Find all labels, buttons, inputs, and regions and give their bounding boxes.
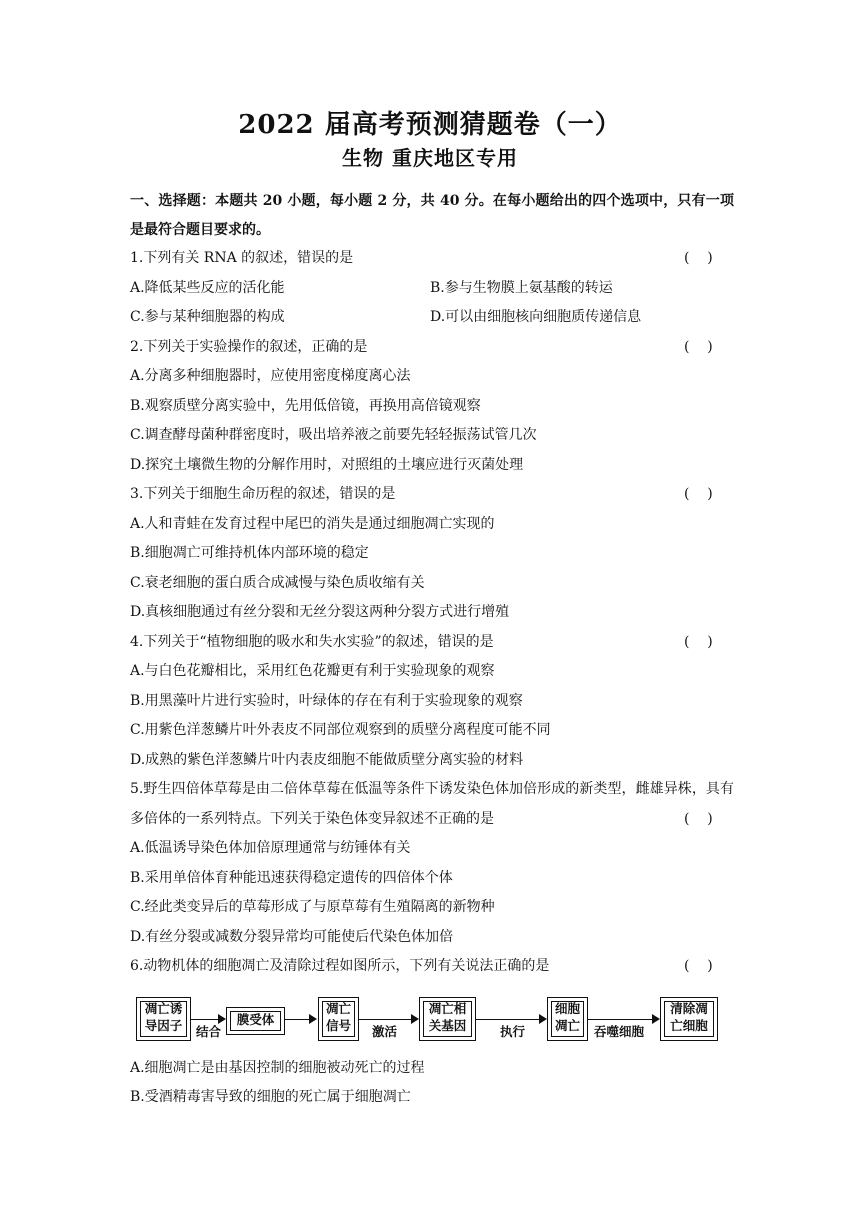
arrow bbox=[191, 1019, 224, 1020]
edge-label-bind: 结合 bbox=[196, 1024, 222, 1039]
arrow bbox=[359, 1019, 417, 1020]
node-line: 细胞 bbox=[554, 1001, 580, 1016]
option-a: A.低温诱导染色体加倍原理通常与纺锤体有关 bbox=[130, 840, 411, 856]
question-stem: 2.下列关于实验操作的叙述，正确的是 bbox=[130, 339, 368, 355]
page-title: 2022 届高考预测猜题卷（一） bbox=[238, 110, 622, 140]
node-apoptosis-inducer bbox=[136, 997, 191, 1041]
option-c: C.调查酵母菌种群密度时，吸出培养液之前要先轻轻振荡试管几次 bbox=[130, 427, 537, 443]
node-line: 关基因 bbox=[428, 1018, 467, 1033]
node-apoptosis-genes bbox=[419, 997, 476, 1041]
answer-bracket: ( ) bbox=[684, 339, 713, 355]
node-apoptosis-signal bbox=[318, 997, 359, 1041]
node-line: 凋亡相 bbox=[428, 1001, 467, 1016]
node-cell-apoptosis bbox=[547, 997, 588, 1041]
node-line: 信号 bbox=[325, 1018, 351, 1033]
option-a: A.降低某些反应的活化能 bbox=[130, 280, 285, 296]
option-a: A.分离多种细胞器时，应使用密度梯度离心法 bbox=[130, 368, 411, 384]
option-b: B.受酒精毒害导致的细胞的死亡属于细胞凋亡 bbox=[130, 1089, 411, 1105]
page-subtitle: 生物 重庆地区专用 bbox=[342, 146, 518, 170]
option-b: B.用黑藻叶片进行实验时，叶绿体的存在有利于实验现象的观察 bbox=[130, 693, 523, 709]
node-line: 膜受体 bbox=[236, 1012, 275, 1027]
edge-label-execute: 执行 bbox=[500, 1024, 526, 1039]
node-line: 导因子 bbox=[144, 1018, 183, 1033]
option-c: C.参与某种细胞器的构成 bbox=[130, 309, 285, 325]
answer-bracket: ( ) bbox=[684, 958, 713, 974]
edge-label-phagocyte: 吞噬细胞 bbox=[594, 1024, 645, 1039]
option-b: B.采用单倍体育种能迅速获得稳定遗传的四倍体个体 bbox=[130, 870, 453, 886]
option-a: A.与白色花瓣相比，采用红色花瓣更有利于实验现象的观察 bbox=[130, 663, 495, 679]
option-a: A.细胞凋亡是由基因控制的细胞被动死亡的过程 bbox=[130, 1060, 425, 1076]
question-stem: 4.下列关于“植物细胞的吸水和失水实验”的叙述，错误的是 bbox=[130, 634, 494, 650]
answer-bracket: ( ) bbox=[684, 486, 713, 502]
question-stem: 3.下列关于细胞生命历程的叙述，错误的是 bbox=[130, 486, 396, 502]
question-stem: 5.野生四倍体草莓是由二倍体草莓在低温等条件下诱发染色体加倍形成的新类型，雌雄异株，具有多倍体的一系列特点。下列关于染色体变异叙述不正确的是 bbox=[130, 781, 734, 827]
answer-bracket: ( ) bbox=[684, 634, 713, 650]
option-b: B.参与生物膜上氨基酸的转运 bbox=[430, 280, 613, 296]
arrow bbox=[588, 1019, 658, 1020]
node-clear-apoptotic-cells bbox=[660, 997, 718, 1041]
node-membrane-receptor bbox=[226, 1007, 285, 1035]
option-b: B.细胞凋亡可维持机体内部环境的稳定 bbox=[130, 545, 369, 561]
option-b: B.观察质壁分离实验中，先用低倍镜，再换用高倍镜观察 bbox=[130, 398, 481, 414]
node-line: 凋亡诱 bbox=[144, 1001, 183, 1016]
option-d: D.可以由细胞核向细胞质传递信息 bbox=[430, 309, 642, 325]
question-stem: 1.下列有关 RNA 的叙述，错误的是 bbox=[130, 250, 354, 266]
answer-bracket: ( ) bbox=[684, 250, 713, 266]
option-a: A.人和青蛙在发育过程中尾巴的消失是通过细胞凋亡实现的 bbox=[130, 516, 495, 532]
option-d: D.有丝分裂或减数分裂异常均可能使后代染色体加倍 bbox=[130, 929, 454, 945]
arrow bbox=[476, 1019, 545, 1020]
edge-label-activate: 激活 bbox=[372, 1024, 398, 1039]
question-stem: 6.动物机体的细胞凋亡及清除过程如图所示，下列有关说法正确的是 bbox=[130, 958, 550, 974]
node-line: 清除凋 bbox=[670, 1001, 708, 1016]
option-d: D.成熟的紫色洋葱鳞片叶内表皮细胞不能做质壁分离实验的材料 bbox=[130, 752, 524, 768]
section-heading: 一、选择题：本题共 20 小题，每小题 2 分，共 40 分。在每小题给出的四个选项中，只有一项是最符合题目要求的。 bbox=[130, 193, 734, 238]
node-line: 凋亡 bbox=[325, 1001, 351, 1016]
option-d: D.真核细胞通过有丝分裂和无丝分裂这两种分裂方式进行增殖 bbox=[130, 604, 510, 620]
answer-bracket: ( ) bbox=[684, 811, 713, 827]
option-c: C.用紫色洋葱鳞片叶外表皮不同部位观察到的质壁分离程度可能不同 bbox=[130, 722, 551, 738]
option-d: D.探究土壤微生物的分解作用时，对照组的土壤应进行灭菌处理 bbox=[130, 457, 524, 473]
arrow bbox=[285, 1019, 315, 1020]
node-line: 亡细胞 bbox=[670, 1018, 708, 1033]
option-c: C.经此类变异后的草莓形成了与原草莓有生殖隔离的新物种 bbox=[130, 899, 495, 915]
node-line: 凋亡 bbox=[554, 1018, 580, 1033]
option-c: C.衰老细胞的蛋白质合成减慢与染色质收缩有关 bbox=[130, 575, 425, 591]
